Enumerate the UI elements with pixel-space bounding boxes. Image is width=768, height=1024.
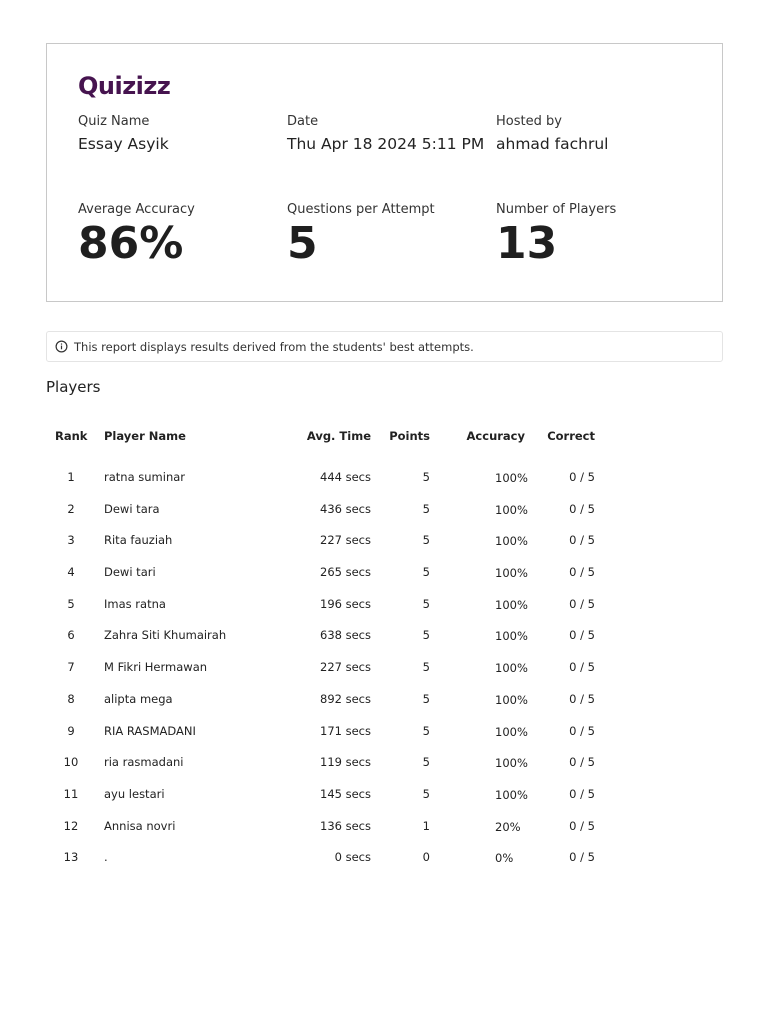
hosted-by-field <box>496 114 609 153</box>
player-rank: 11 <box>63 786 79 801</box>
player-points: 5 <box>422 786 430 801</box>
table-row <box>0 500 768 532</box>
player-avg-time: 119 secs <box>320 755 371 770</box>
questions-per-attempt-label: Questions per Attempt <box>287 202 435 217</box>
player-correct: 0 / 5 <box>569 628 595 643</box>
best-attempt-notice <box>46 331 723 362</box>
player-points: 5 <box>422 628 430 643</box>
player-points: 5 <box>422 501 430 516</box>
player-points: 5 <box>422 691 430 706</box>
player-avg-time: 444 secs <box>320 470 371 484</box>
player-name: Annisa novri <box>104 818 176 833</box>
table-row <box>0 785 768 817</box>
player-points: 5 <box>422 660 430 675</box>
number-of-players-value: 13 <box>496 218 558 269</box>
player-points: 0 <box>422 850 430 865</box>
player-accuracy: 100% <box>495 471 528 485</box>
player-correct: 0 / 5 <box>569 470 595 484</box>
player-avg-time: 0 secs <box>334 850 371 865</box>
number-of-players-label: Number of Players <box>496 202 617 217</box>
player-rank: 6 <box>67 628 75 643</box>
players-table-header <box>0 427 768 468</box>
player-points: 1 <box>422 818 430 833</box>
player-points: 5 <box>422 565 430 580</box>
avg-time-column-header: Avg. Time <box>306 429 371 443</box>
players-section-title: Players <box>46 378 101 396</box>
player-points: 5 <box>422 755 430 770</box>
correct-column-header: Correct <box>547 429 595 443</box>
date-field <box>287 114 484 153</box>
player-name-column-header: Player Name <box>104 429 186 443</box>
player-avg-time: 196 secs <box>320 596 371 611</box>
player-name: Rita fauziah <box>104 533 173 548</box>
player-avg-time: 171 secs <box>320 723 371 738</box>
player-correct: 0 / 5 <box>569 691 595 706</box>
player-avg-time: 145 secs <box>320 786 371 801</box>
quiz-name-label: Quiz Name <box>78 114 150 129</box>
player-rank: 3 <box>67 533 75 548</box>
rank-column-header: Rank <box>55 429 88 443</box>
player-avg-time: 638 secs <box>320 628 371 643</box>
player-correct: 0 / 5 <box>569 786 595 801</box>
player-accuracy: 100% <box>495 661 528 676</box>
avg-accuracy-stat <box>78 202 195 269</box>
player-name: Dewi tara <box>104 501 160 516</box>
player-rank: 5 <box>67 596 75 611</box>
player-name: ratna suminar <box>104 470 186 484</box>
player-accuracy: 0% <box>495 851 514 866</box>
points-column-header: Points <box>389 429 430 443</box>
quizizz-logo: Quizizz <box>78 72 171 100</box>
questions-per-attempt-value: 5 <box>287 218 318 269</box>
player-correct: 0 / 5 <box>569 850 595 865</box>
player-name: M Fikri Hermawan <box>104 660 208 675</box>
player-accuracy: 100% <box>495 502 528 517</box>
player-correct: 0 / 5 <box>569 755 595 770</box>
player-accuracy: 20% <box>495 819 521 834</box>
table-row <box>0 848 768 880</box>
accuracy-column-header: Accuracy <box>466 429 525 443</box>
hosted-by-value: ahmad fachrul <box>496 135 609 153</box>
player-accuracy: 100% <box>495 566 528 581</box>
player-rank: 8 <box>67 691 75 706</box>
questions-per-attempt-stat <box>287 202 435 269</box>
player-correct: 0 / 5 <box>569 501 595 516</box>
table-row <box>0 626 768 658</box>
players-table <box>0 427 768 880</box>
player-avg-time: 892 secs <box>320 691 371 706</box>
player-correct: 0 / 5 <box>569 723 595 738</box>
player-rank: 10 <box>63 755 79 770</box>
date-label: Date <box>287 114 319 129</box>
player-avg-time: 227 secs <box>320 533 371 548</box>
player-accuracy: 100% <box>495 787 528 802</box>
hosted-by-label: Hosted by <box>496 114 562 129</box>
player-points: 5 <box>422 533 430 548</box>
player-points: 5 <box>422 723 430 738</box>
player-accuracy: 100% <box>495 756 528 771</box>
player-name: . <box>104 850 108 865</box>
player-correct: 0 / 5 <box>569 660 595 675</box>
player-rank: 1 <box>67 470 75 484</box>
player-name: Zahra Siti Khumairah <box>104 628 227 643</box>
avg-accuracy-value: 86% <box>78 218 184 269</box>
player-accuracy: 100% <box>495 597 528 612</box>
player-rank: 9 <box>67 723 75 738</box>
player-accuracy: 100% <box>495 692 528 707</box>
player-name: ayu lestari <box>104 786 165 801</box>
player-accuracy: 100% <box>495 724 528 739</box>
player-rank: 7 <box>67 660 75 675</box>
table-row <box>0 658 768 690</box>
player-name: Imas ratna <box>104 596 166 611</box>
quiz-name-field <box>78 114 169 153</box>
table-row <box>0 722 768 754</box>
quiz-summary-card <box>46 43 723 302</box>
player-correct: 0 / 5 <box>569 533 595 548</box>
avg-accuracy-label: Average Accuracy <box>78 202 195 217</box>
player-correct: 0 / 5 <box>569 596 595 611</box>
table-row <box>0 531 768 563</box>
player-name: Dewi tari <box>104 565 156 580</box>
player-avg-time: 265 secs <box>320 565 371 580</box>
player-rank: 13 <box>63 850 79 865</box>
table-row <box>0 468 768 500</box>
quiz-name-value: Essay Asyik <box>78 135 169 153</box>
table-row <box>0 690 768 722</box>
player-avg-time: 227 secs <box>320 660 371 675</box>
table-row <box>0 563 768 595</box>
notice-text: This report displays results derived from the students' best attempts. <box>74 339 474 354</box>
player-rank: 4 <box>67 565 75 580</box>
player-name: ria rasmadani <box>104 755 184 770</box>
date-value: Thu Apr 18 2024 5:11 PM <box>287 135 485 153</box>
info-icon <box>55 340 68 353</box>
player-avg-time: 136 secs <box>320 818 371 833</box>
player-correct: 0 / 5 <box>569 818 595 833</box>
player-accuracy: 100% <box>495 629 528 644</box>
player-name: RIA RASMADANI <box>104 723 196 738</box>
player-accuracy: 100% <box>495 534 528 549</box>
player-correct: 0 / 5 <box>569 565 595 580</box>
player-points: 5 <box>422 470 430 484</box>
table-row <box>0 817 768 849</box>
player-rank: 12 <box>63 818 79 833</box>
table-row <box>0 753 768 785</box>
player-rank: 2 <box>67 501 75 516</box>
table-row <box>0 595 768 627</box>
player-avg-time: 436 secs <box>320 501 371 516</box>
number-of-players-stat <box>496 202 617 269</box>
player-points: 5 <box>422 596 430 611</box>
player-name: alipta mega <box>104 691 173 706</box>
